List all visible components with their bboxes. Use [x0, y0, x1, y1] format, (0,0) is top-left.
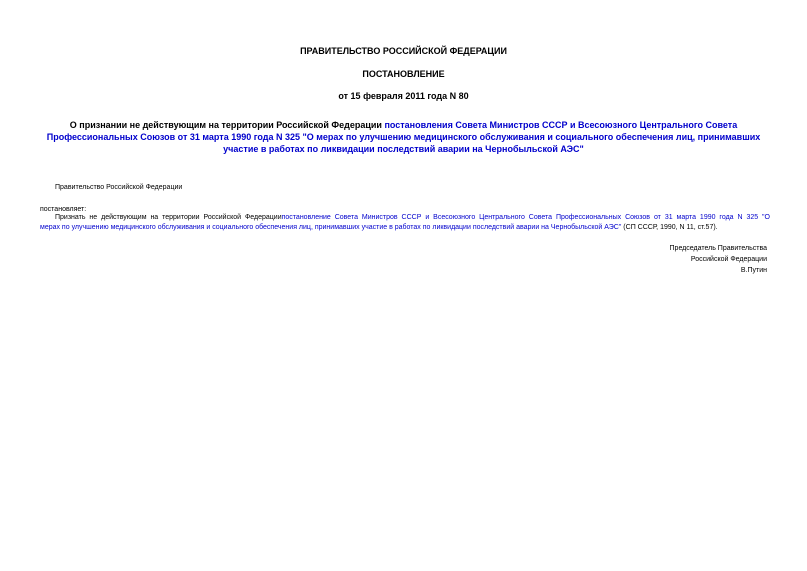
government-heading: ПРАВИТЕЛЬСТВО РОССИЙСКОЙ ФЕДЕРАЦИИ [300, 46, 507, 56]
title-link[interactable]: постановления Совета Министров СССР и Всесоюзного Центрального Совета Профессиональных Союзов от 31 марта 1990 года N 325 "О мерах по улучшению медицинского обслуживания и социального обеспечения лиц, принимавших участие в работах по ликвидации последствий аварии на Чернобыльской АЭС" [46, 120, 761, 154]
document-type-heading: ПОСТАНОВЛЕНИЕ [362, 69, 445, 79]
paragraph-suffix: (СП СССР, 1990, N 11, ст.57). [621, 224, 718, 231]
document-title [40, 119, 767, 155]
paragraph-line-2 [40, 223, 770, 233]
paragraph-link-part-2[interactable]: мерах по улучшению медицинского обслуживания и социального обеспечения лиц, принимавших участие в работах по ликвидации последствий аварии на Чернобыльской АЭС" [40, 224, 622, 231]
resolves-text: постановляет: [40, 206, 87, 213]
signature-position: Председатель Правительства [669, 245, 767, 252]
resolution-paragraph [40, 213, 770, 233]
date-number-heading: от 15 февраля 2011 года N 80 [338, 91, 469, 101]
paragraph-line-1 [40, 213, 770, 223]
paragraph-prefix: Признать не действующим на территории Российской Федерации [55, 214, 282, 221]
issuer-text: Правительство Российской Федерации [55, 184, 183, 191]
paragraph-link-part-1[interactable]: постановление Совета Министров СССР и Всесоюзного Центрального Совета Профессиональных Союзов от 31 марта 1990 года N 325 "О [281, 214, 770, 221]
title-prefix: О признании не действующим на территории Российской Федерации [69, 120, 385, 130]
signature-name: В.Путин [740, 267, 767, 274]
signature-organization: Российской Федерации [690, 256, 767, 263]
